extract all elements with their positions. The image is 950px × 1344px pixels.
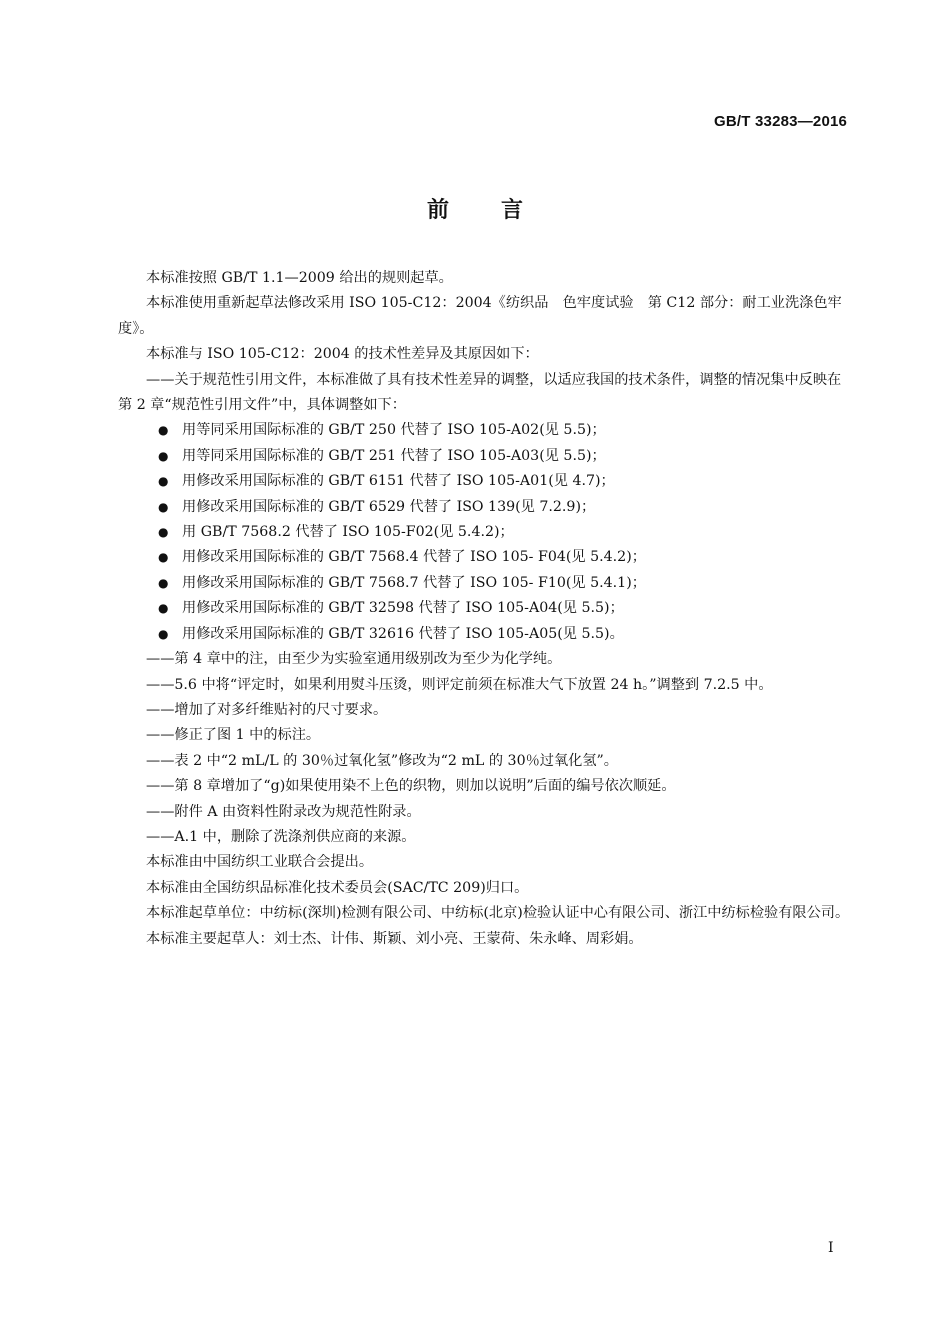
bullet-item: ● 用等同采用国际标准的 GB/T 251 代替了 ISO 105-A03(见 5.5)；: [182, 444, 854, 469]
page-number: I: [828, 1240, 834, 1256]
dash-item: ——表 2 中“2 mL/L 的 30％过氧化氢”修改为“2 mL 的 30％过氧化氢”。: [146, 752, 618, 769]
dash-item: ——第 4 章中的注，由至少为实验室通用级别改为至少为化学纯。: [146, 651, 562, 668]
intro-paragraph: 本标准使用重新起草法修改采用 ISO 105-C12：2004《纺织品 色牢度试验 第 C12 部分：耐工业洗涤色牢度》。: [118, 295, 842, 337]
bullet-icon: ●: [158, 474, 169, 489]
dash-item: ——第 8 章增加了“g)如果使用染不上色的织物，则加以说明”后面的编号依次顺延。: [146, 778, 676, 795]
bullet-icon: ●: [158, 423, 169, 438]
bullet-item: ● 用修改采用国际标准的 GB/T 32616 代替了 ISO 105-A05(见 5.5)。: [182, 622, 854, 647]
reference-bullet-list: [118, 418, 854, 647]
dash-item: ——关于规范性引用文件，本标准做了具有技术性差异的调整，以适应我国的技术条件，调整的情况集中反映在第 2 章“规范性引用文件”中，具体调整如下：: [118, 371, 842, 414]
closing-paragraph: 本标准起草单位：中纺标(深圳)检测有限公司、中纺标(北京)检验认证中心有限公司、浙江中纺标检验有限公司。: [146, 905, 850, 922]
bullet-icon: ●: [158, 601, 169, 616]
bullet-item: ● 用修改采用国际标准的 GB/T 32598 代替了 ISO 105-A04(见 5.5)；: [182, 596, 854, 621]
dash-item: ——修正了图 1 中的标注。: [146, 727, 321, 744]
standard-number: GB/T 33283—2016: [714, 113, 848, 130]
dash-item: ——增加了对多纤维贴衬的尺寸要求。: [146, 701, 388, 718]
bullet-icon: ●: [158, 550, 169, 565]
intro-paragraph: 本标准与 ISO 105-C12：2004 的技术性差异及其原因如下：: [146, 346, 539, 363]
bullet-icon: ●: [158, 626, 169, 641]
bullet-item: ● 用修改采用国际标准的 GB/T 6151 代替了 ISO 105-A01(见 4.7)；: [182, 469, 854, 494]
bullet-item: ● 用等同采用国际标准的 GB/T 250 代替了 ISO 105-A02(见 5.5)；: [182, 418, 854, 443]
bullet-item: ● 用 GB/T 7568.2 代替了 ISO 105-F02(见 5.4.2)；: [182, 520, 854, 545]
bullet-icon: ●: [158, 499, 169, 514]
page-title: 前言: [426, 198, 575, 223]
closing-paragraph: 本标准由中国纺织工业联合会提出。: [146, 854, 374, 871]
closing-paragraph: 本标准由全国纺织品标准化技术委员会(SAC/TC 209)归口。: [146, 879, 529, 896]
bullet-item: ● 用修改采用国际标准的 GB/T 7568.7 代替了 ISO 105- F10(见 5.4.1)；: [182, 571, 854, 596]
bullet-item: ● 用修改采用国际标准的 GB/T 7568.4 代替了 ISO 105- F04(见 5.4.2)；: [182, 545, 854, 570]
bullet-icon: ●: [158, 448, 169, 463]
bullet-icon: ●: [158, 575, 169, 590]
document-body: [118, 266, 854, 952]
dash-item: ——A.1 中，删除了洗涤剂供应商的来源。: [146, 828, 416, 845]
bullet-icon: ●: [158, 525, 169, 540]
dash-item: ——附件 A 由资料性附录改为规范性附录。: [146, 803, 421, 820]
closing-paragraph: 本标准主要起草人：刘士杰、计伟、斯颖、刘小亮、王蒙荷、朱永峰、周彩娟。: [146, 930, 643, 947]
intro-paragraph: 本标准按照 GB/T 1.1—2009 给出的规则起草。: [146, 270, 453, 286]
bullet-item: ● 用修改采用国际标准的 GB/T 6529 代替了 ISO 139(见 7.2.9)；: [182, 495, 854, 520]
dash-item: ——5.6 中将“评定时，如果利用熨斗压烫，则评定前须在标准大气下放置 24 h。”调整到 7.2.5 中。: [146, 676, 773, 693]
